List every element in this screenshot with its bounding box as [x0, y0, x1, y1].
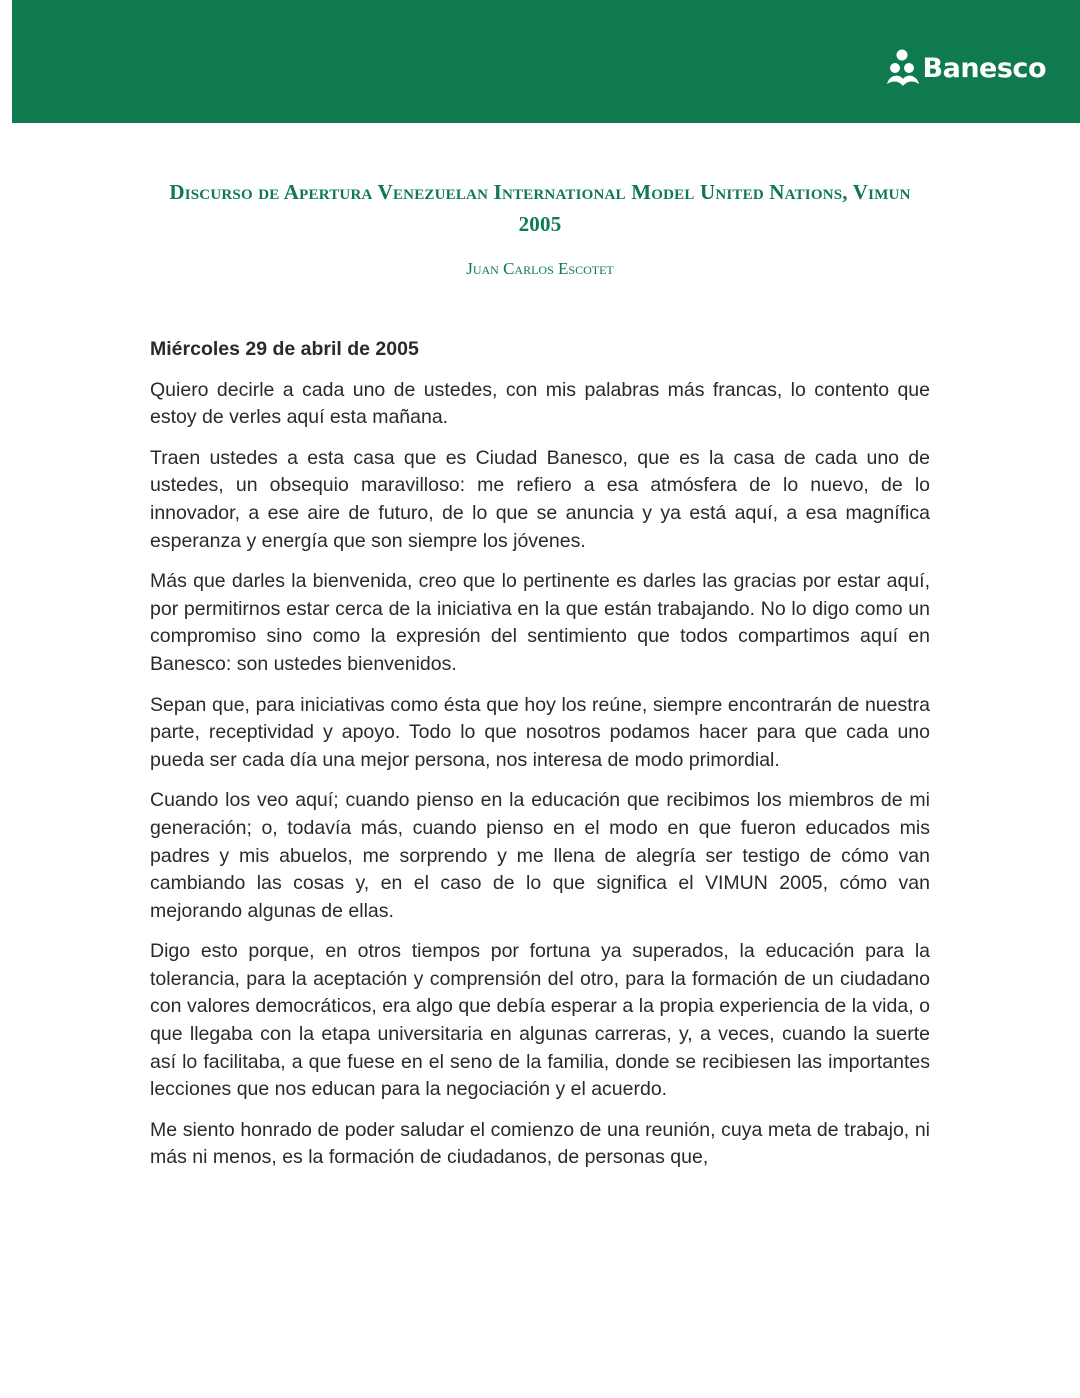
document-body	[150, 336, 930, 1185]
paragraph: Traen ustedes a esta casa que es Ciudad Banesco, que es la casa de cada uno de ustedes, un obsequio maravilloso: me refiero a esa atmósfera de lo nuevo, de lo innovador, a ese aire de futuro, de lo que se anuncia y ya está aquí, a esa magnífica esperanza y energía que son siempre los jóvenes.	[150, 446, 930, 552]
document-title: Discurso de Apertura Venezuelan International Model United Nations, Vimun 2005	[169, 180, 911, 236]
paragraph: Quiero decirle a cada uno de ustedes, con mis palabras más francas, lo contento que estoy de verles aquí esta mañana.	[150, 378, 930, 429]
document-date: Miércoles 29 de abril de 2005	[150, 338, 419, 360]
header-bar	[12, 0, 1080, 123]
logo-text: Banesco	[922, 52, 1046, 84]
title-block	[150, 176, 930, 280]
banesco-people-icon	[885, 48, 921, 88]
paragraph: Me siento honrado de poder saludar el comienzo de una reunión, cuya meta de trabajo, ni más ni menos, es la formación de ciudadanos, de personas que,	[150, 1118, 930, 1169]
banesco-logo	[885, 48, 1046, 88]
paragraph: Digo esto porque, en otros tiempos por fortuna ya superados, la educación para la tolerancia, para la aceptación y comprensión del otro, para la formación de un ciudadano con valores democráticos, era algo que debía esperar a la propia experiencia de la vida, o que llegaba con la etapa universitaria en algunas carreras, y, a veces, cuando la suerte así lo facilitaba, a que fuese en el seno de la familia, donde se recibiesen las importantes lecciones que nos educan para la negociación y el acuerdo.	[150, 940, 930, 1101]
paragraph: Sepan que, para iniciativas como ésta que hoy los reúne, siempre encontrarán de nuestra parte, receptividad y apoyo. Todo lo que nosotros podamos hacer para que cada uno pueda ser cada día una mejor persona, nos interesa de modo primordial.	[150, 693, 930, 771]
paragraph: Cuando los veo aquí; cuando pienso en la educación que recibimos los miembros de mi generación; o, todavía más, cuando pienso en el modo en que fueron educados mis padres y mis abuelos, me sorprendo y me llena de alegría ser testigo de cómo van cambiando las cosas y, en el caso de lo que significa el VIMUN 2005, cómo van mejorando algunas de ellas.	[150, 789, 930, 922]
paragraph: Más que darles la bienvenida, creo que lo pertinente es darles las gracias por estar aquí, por permitirnos estar cerca de la iniciativa en la que están trabajando. No lo digo como un compromiso sino como la expresión del sentimiento que todos compartimos aquí en Banesco: son ustedes bienvenidos.	[150, 570, 930, 675]
document-author: Juan Carlos Escotet	[466, 259, 614, 278]
